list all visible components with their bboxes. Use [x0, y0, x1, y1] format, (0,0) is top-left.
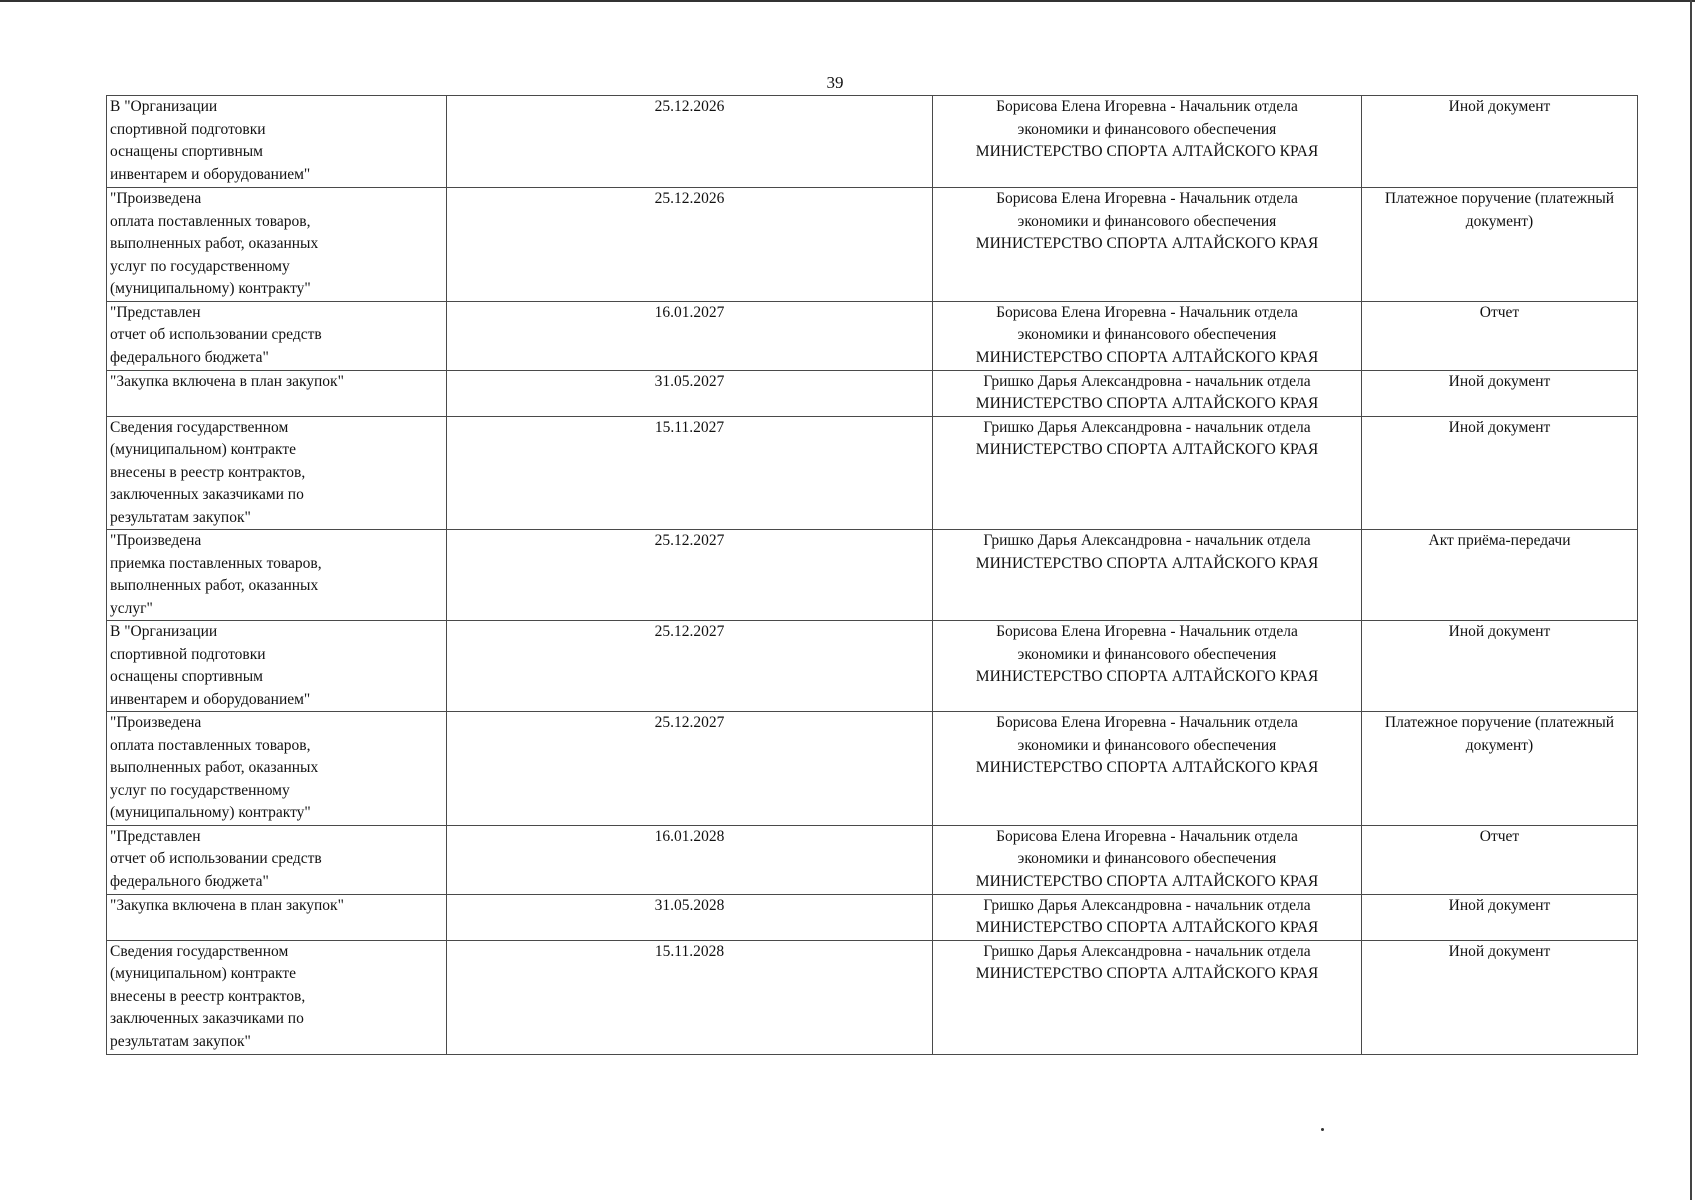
- document-type-cell: Платежное поручение (платежный документ): [1362, 188, 1638, 302]
- event-cell: "Закупка включена в план закупок": [107, 894, 447, 940]
- document-type-cell: Иной документ: [1362, 894, 1638, 940]
- responsible-cell: Гришко Дарья Александровна - начальник отдела МИНИСТЕРСТВО СПОРТА АЛТАЙСКОГО КРАЯ: [933, 894, 1362, 940]
- event-cell: "Закупка включена в план закупок": [107, 370, 447, 416]
- responsible-cell: Борисова Елена Игоревна - Начальник отдела экономики и финансового обеспечения МИНИСТЕРСТВО СПОРТА АЛТАЙСКОГО КРАЯ: [933, 825, 1362, 894]
- table-row: [107, 940, 1638, 1054]
- document-type-cell: Отчет: [1362, 825, 1638, 894]
- table-row: [107, 96, 1638, 188]
- scan-speck: [1321, 1128, 1324, 1131]
- control-points-table: [106, 95, 1638, 1055]
- event-cell: Сведения государственном (муниципальном) контракте внесены в реестр контрактов, заключенных заказчиками по результатам закупок": [107, 416, 447, 530]
- event-cell: "Представлен отчет об использовании средств федерального бюджета": [107, 825, 447, 894]
- responsible-cell: Борисова Елена Игоревна - Начальник отдела экономики и финансового обеспечения МИНИСТЕРСТВО СПОРТА АЛТАЙСКОГО КРАЯ: [933, 301, 1362, 370]
- responsible-cell: Борисова Елена Игоревна - Начальник отдела экономики и финансового обеспечения МИНИСТЕРСТВО СПОРТА АЛТАЙСКОГО КРАЯ: [933, 621, 1362, 712]
- responsible-cell: Гришко Дарья Александровна - начальник отдела МИНИСТЕРСТВО СПОРТА АЛТАЙСКОГО КРАЯ: [933, 530, 1362, 621]
- event-cell: "Произведена приемка поставленных товаров, выполненных работ, оказанных услуг": [107, 530, 447, 621]
- responsible-cell: Гришко Дарья Александровна - начальник отдела МИНИСТЕРСТВО СПОРТА АЛТАЙСКОГО КРАЯ: [933, 416, 1362, 530]
- table-row: [107, 188, 1638, 302]
- responsible-cell: Гришко Дарья Александровна - начальник отдела МИНИСТЕРСТВО СПОРТА АЛТАЙСКОГО КРАЯ: [933, 370, 1362, 416]
- date-cell: 16.01.2028: [447, 825, 933, 894]
- event-cell: В "Организации спортивной подготовки оснащены спортивным инвентарем и оборудованием": [107, 621, 447, 712]
- document-type-cell: Акт приёма-передачи: [1362, 530, 1638, 621]
- responsible-cell: Борисова Елена Игоревна - Начальник отдела экономики и финансового обеспечения МИНИСТЕРСТВО СПОРТА АЛТАЙСКОГО КРАЯ: [933, 712, 1362, 826]
- date-cell: 16.01.2027: [447, 301, 933, 370]
- date-cell: 25.12.2026: [447, 188, 933, 302]
- event-cell: Сведения государственном (муниципальном) контракте внесены в реестр контрактов, заключенных заказчиками по результатам закупок": [107, 940, 447, 1054]
- event-cell: В "Организации спортивной подготовки оснащены спортивным инвентарем и оборудованием": [107, 96, 447, 188]
- event-cell: "Произведена оплата поставленных товаров, выполненных работ, оказанных услуг по государственному (муниципальному) контракту": [107, 712, 447, 826]
- document-type-cell: Иной документ: [1362, 370, 1638, 416]
- date-cell: 25.12.2027: [447, 712, 933, 826]
- document-type-cell: Иной документ: [1362, 940, 1638, 1054]
- table-row: [107, 712, 1638, 826]
- responsible-cell: Борисова Елена Игоревна - Начальник отдела экономики и финансового обеспечения МИНИСТЕРСТВО СПОРТА АЛТАЙСКОГО КРАЯ: [933, 96, 1362, 188]
- date-cell: 31.05.2028: [447, 894, 933, 940]
- table-row: [107, 416, 1638, 530]
- table-row: [107, 530, 1638, 621]
- date-cell: 31.05.2027: [447, 370, 933, 416]
- responsible-cell: Борисова Елена Игоревна - Начальник отдела экономики и финансового обеспечения МИНИСТЕРСТВО СПОРТА АЛТАЙСКОГО КРАЯ: [933, 188, 1362, 302]
- date-cell: 25.12.2027: [447, 621, 933, 712]
- date-cell: 25.12.2027: [447, 530, 933, 621]
- document-type-cell: Платежное поручение (платежный документ): [1362, 712, 1638, 826]
- event-cell: "Произведена оплата поставленных товаров, выполненных работ, оказанных услуг по государственному (муниципальному) контракту": [107, 188, 447, 302]
- table-row: [107, 301, 1638, 370]
- date-cell: 15.11.2027: [447, 416, 933, 530]
- date-cell: 25.12.2026: [447, 96, 933, 188]
- document-type-cell: Иной документ: [1362, 416, 1638, 530]
- document-type-cell: Иной документ: [1362, 621, 1638, 712]
- table-row: [107, 621, 1638, 712]
- document-type-cell: Отчет: [1362, 301, 1638, 370]
- document-type-cell: Иной документ: [1362, 96, 1638, 188]
- page-number: 39: [826, 73, 844, 92]
- date-cell: 15.11.2028: [447, 940, 933, 1054]
- event-cell: "Представлен отчет об использовании средств федерального бюджета": [107, 301, 447, 370]
- scan-edge-right: [1690, 0, 1692, 1200]
- responsible-cell: Гришко Дарья Александровна - начальник отдела МИНИСТЕРСТВО СПОРТА АЛТАЙСКОГО КРАЯ: [933, 940, 1362, 1054]
- table-row: [107, 825, 1638, 894]
- table-row: [107, 370, 1638, 416]
- scan-edge-top: [0, 0, 1695, 2]
- table-row: [107, 894, 1638, 940]
